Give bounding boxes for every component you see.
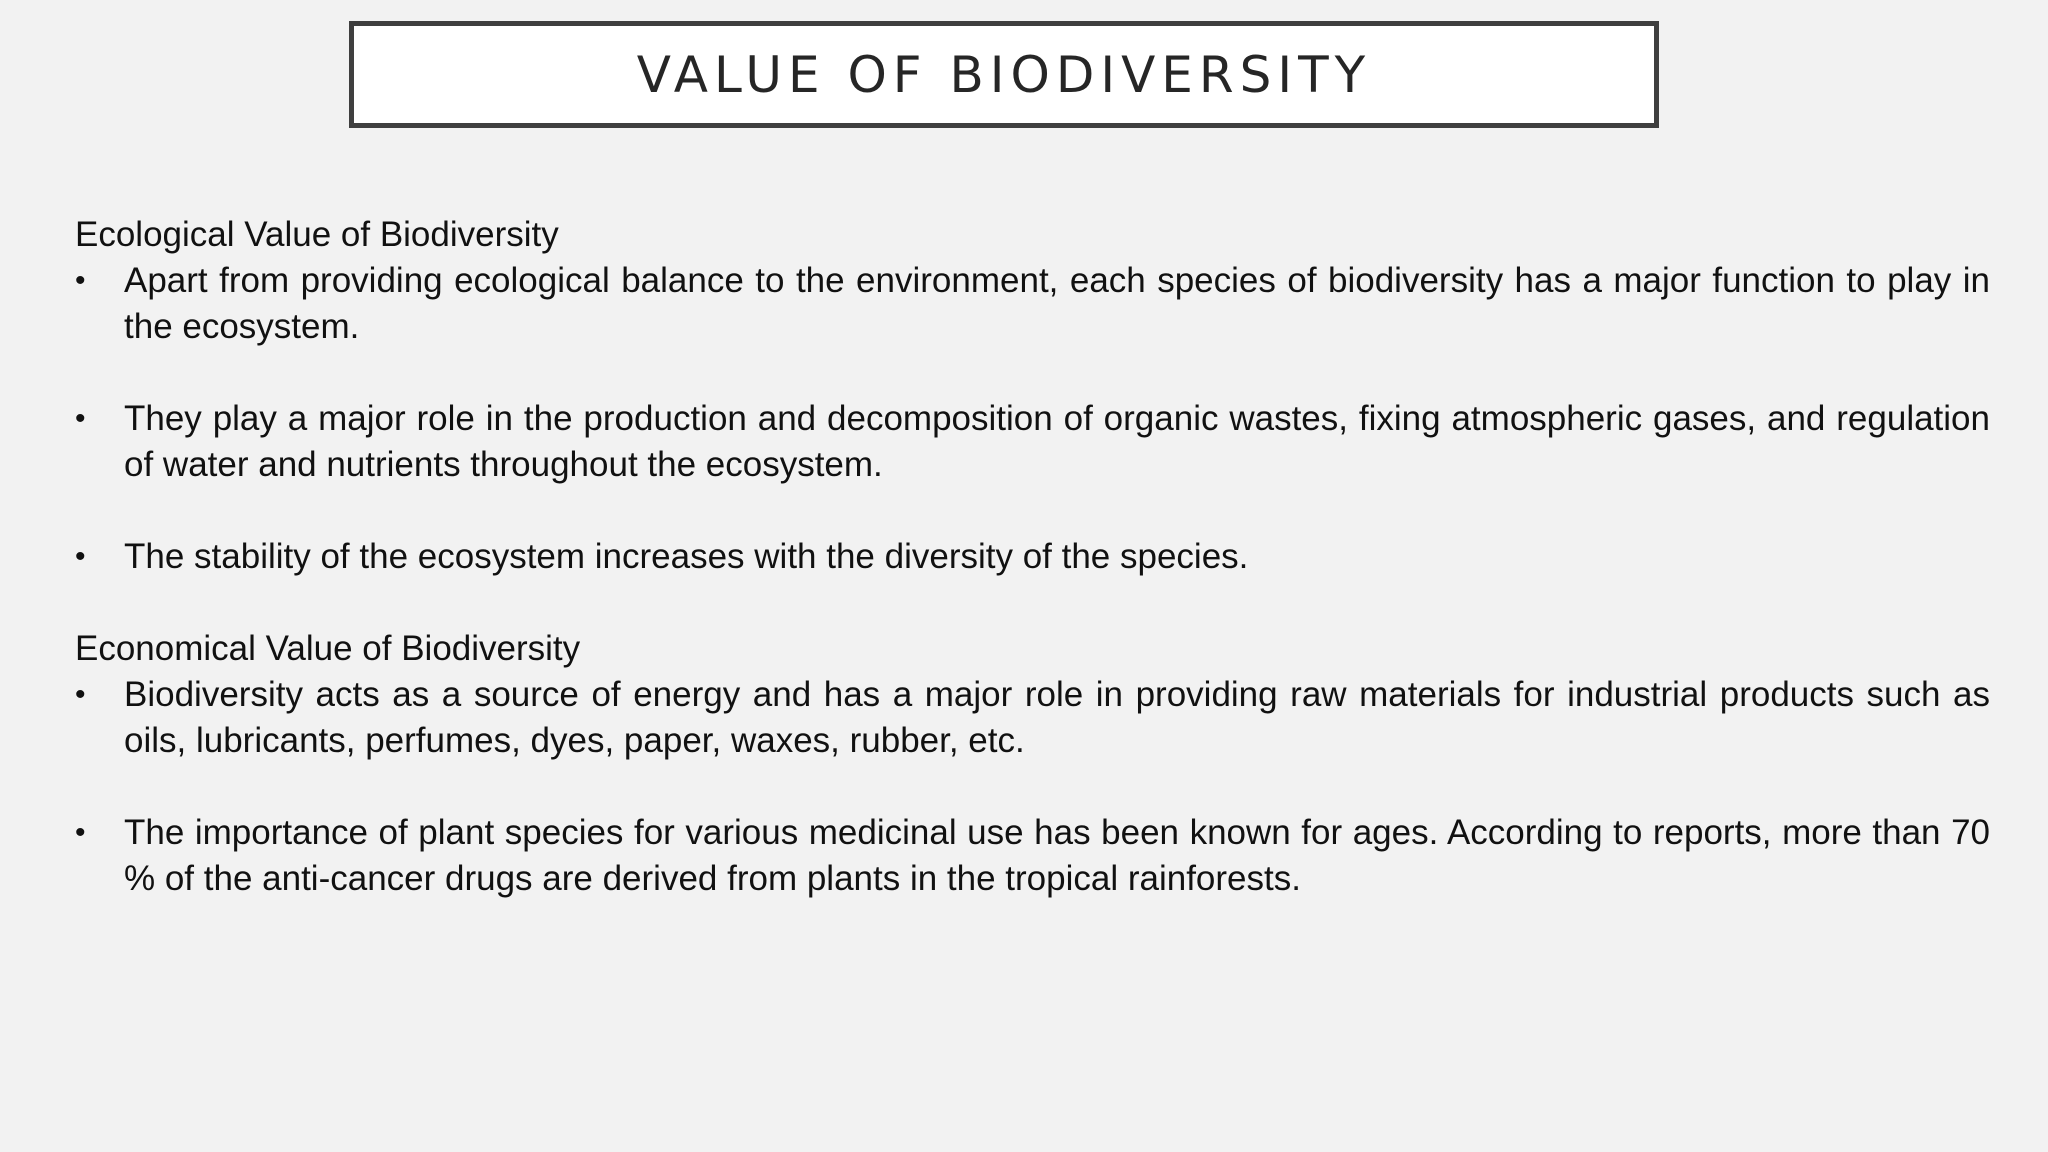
bullet-icon: • (75, 264, 86, 297)
list-item (75, 672, 1990, 764)
section-heading-economical: Economical Value of Biodiversity (75, 629, 581, 668)
bullet-list-ecological (75, 258, 1990, 580)
slide-content (75, 212, 1990, 948)
list-item (75, 810, 1990, 902)
bullet-text: They play a major role in the production and decomposition of organic wastes, fixing atmospheric gases, and regulation of water and nutrients throughout the ecosystem. (124, 399, 1990, 484)
bullet-icon: • (75, 402, 86, 435)
bullet-icon: • (75, 678, 86, 711)
list-item (75, 258, 1990, 350)
bullet-text: The stability of the ecosystem increases with the diversity of the species. (124, 537, 1249, 576)
bullet-text: Biodiversity acts as a source of energy and has a major role in providing raw materials for industrial products such as oils, lubricants, perfumes, dyes, paper, waxes, rubber, etc. (124, 675, 1990, 760)
section-heading-ecological: Ecological Value of Biodiversity (75, 215, 559, 254)
bullet-icon: • (75, 540, 86, 573)
list-item (75, 396, 1990, 488)
bullet-list-economical (75, 672, 1990, 902)
bullet-text: The importance of plant species for various medicinal use has been known for ages. According to reports, more than 70 % of the anti-cancer drugs are derived from plants in the tropical rainforests. (124, 813, 1990, 898)
slide-title-box (349, 21, 1659, 128)
slide-title: VALUE OF BIODIVERSITY (636, 45, 1372, 104)
bullet-icon: • (75, 816, 86, 849)
list-item (75, 534, 1990, 580)
bullet-text: Apart from providing ecological balance to the environment, each species of biodiversity has a major function to play in the ecosystem. (124, 261, 1990, 346)
